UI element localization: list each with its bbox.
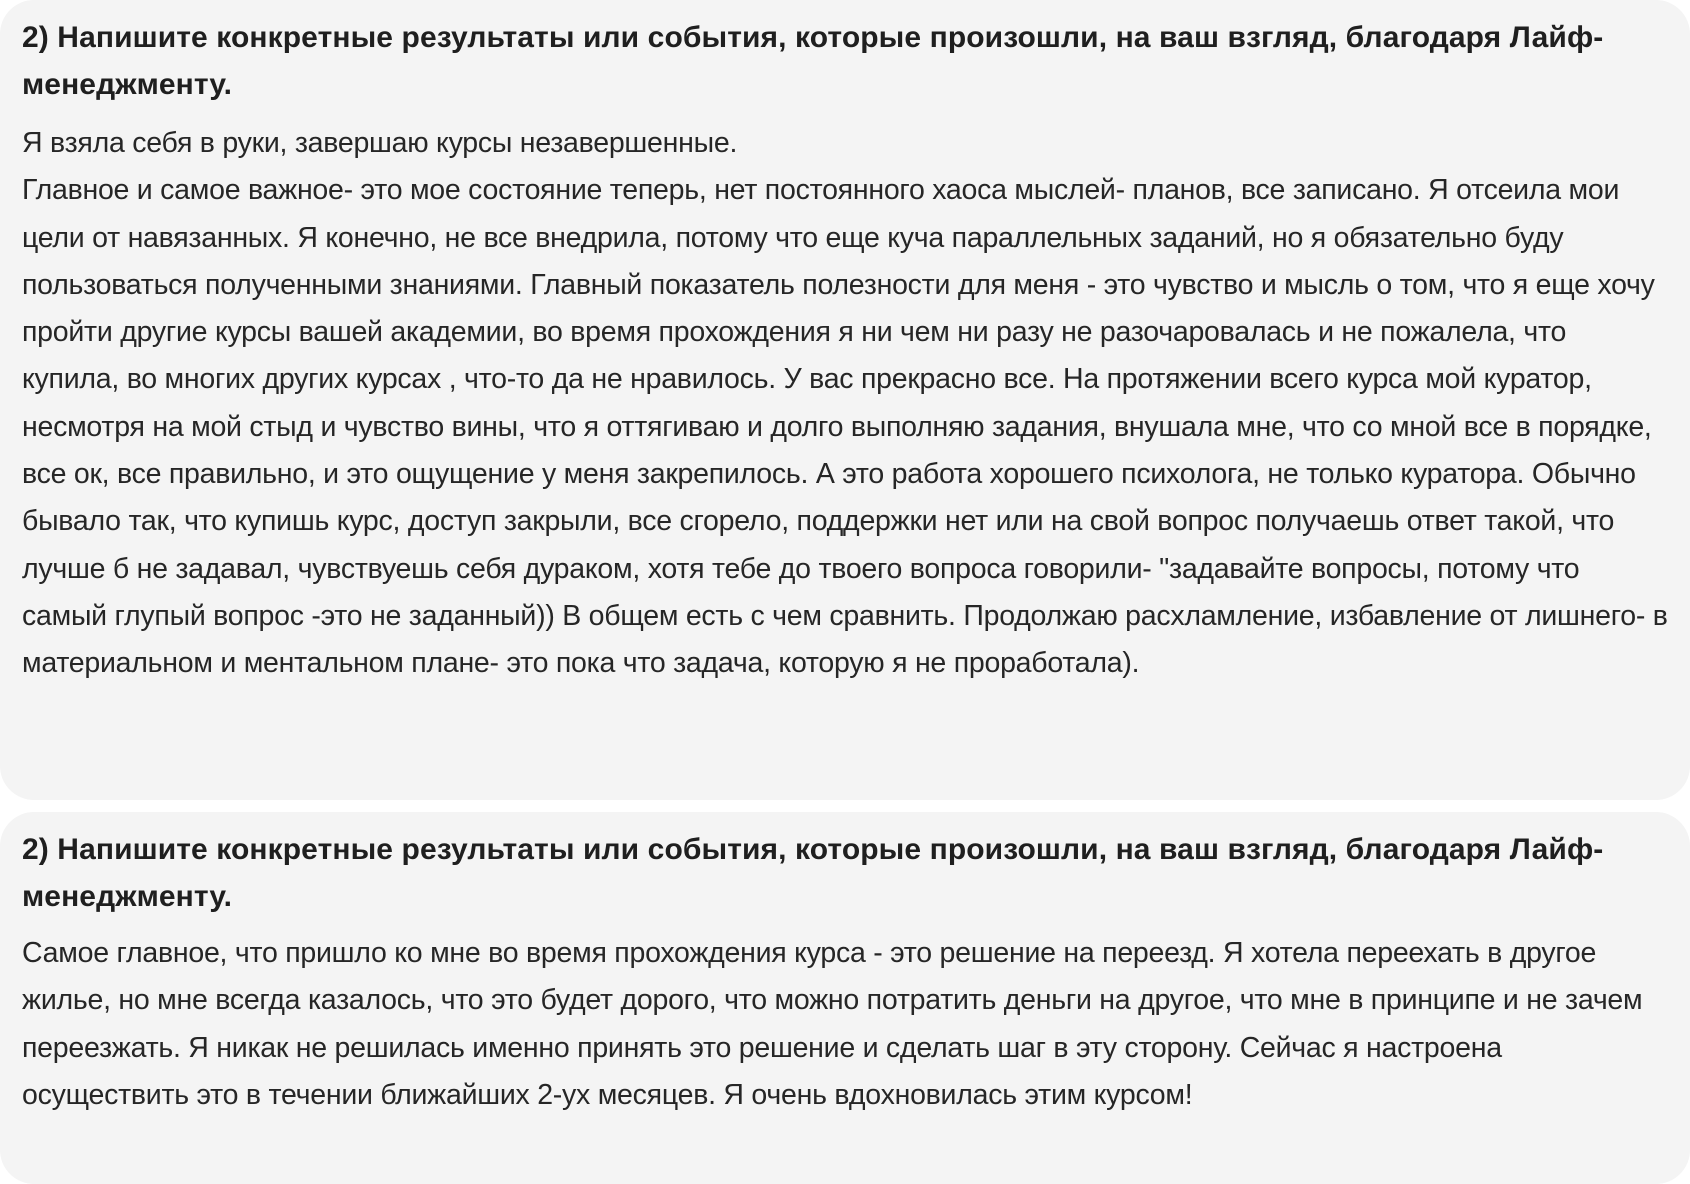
- answer-paragraph: Главное и самое важное- это мое состояние теперь, нет постоянного хаоса мыслей- планов, все записано. Я отсеила мои цели от навязанных. Я конечно, не все внедрила, потому что еще куча параллельных заданий, но я обязательно буду пользоваться полученными знаниями. Главный показатель полезности для меня - это чувство и мысль о том, что я еще хочу пройти другие курсы вашей академии, во время прохождения я ни чем ни разу не разочаровалась и не пожалела, что купила, во многих других курсах , что-то да не нравилось. У вас прекрасно все. На протяжении всего курса мой куратор, несмотря на мой стыд и чувство вины, что я оттягиваю и долго выполняю задания, внушала мне, что со мной все в порядке, все ок, все правильно, и это ощущение у меня закрепилось. А это работа хорошего психолога, не только куратора. Обычно бывало так, что купишь курс, доступ закрыли, все сгорело, поддержки нет или на свой вопрос получаешь ответ такой, что лучше б не задавал, чувствуешь себя дураком, хотя тебе до твоего вопроса говорили- "задавайте вопросы, потому что самый глупый вопрос -это не заданный)) В общем есть с чем сравнить. Продолжаю расхламление, избавление от лишнего- в материальном и ментальном плане- это пока что задача, которую я не проработала).: [22, 174, 1668, 680]
- answer-paragraph: Самое главное, что пришло ко мне во время прохождения курса - это решение на переезд. Я хотела переехать в другое жилье, но мне всегда казалось, что это будет дорого, что можно потратить деньги на другое, что мне в принципе и не зачем переезжать. Я никак не решилась именно принять это решение и сделать шаг в эту сторону. Сейчас я настроена осуществить это в течении ближайших 2-ух месяцев. Я очень вдохновилась этим курсом!: [22, 937, 1643, 1111]
- response-card: [0, 812, 1690, 1184]
- answer-text: [22, 930, 1668, 1119]
- answer-text: [22, 120, 1668, 688]
- answer-paragraph: Я взяла себя в руки, завершаю курсы незавершенные.: [22, 127, 738, 159]
- question-heading: 2) Напишите конкретные результаты или события, которые произошли, на ваш взгляд, благодаря Лайф-менеджменту.: [22, 833, 1604, 913]
- question-heading: 2) Напишите конкретные результаты или события, которые произошли, на ваш взгляд, благодаря Лайф-менеджменту.: [22, 21, 1604, 101]
